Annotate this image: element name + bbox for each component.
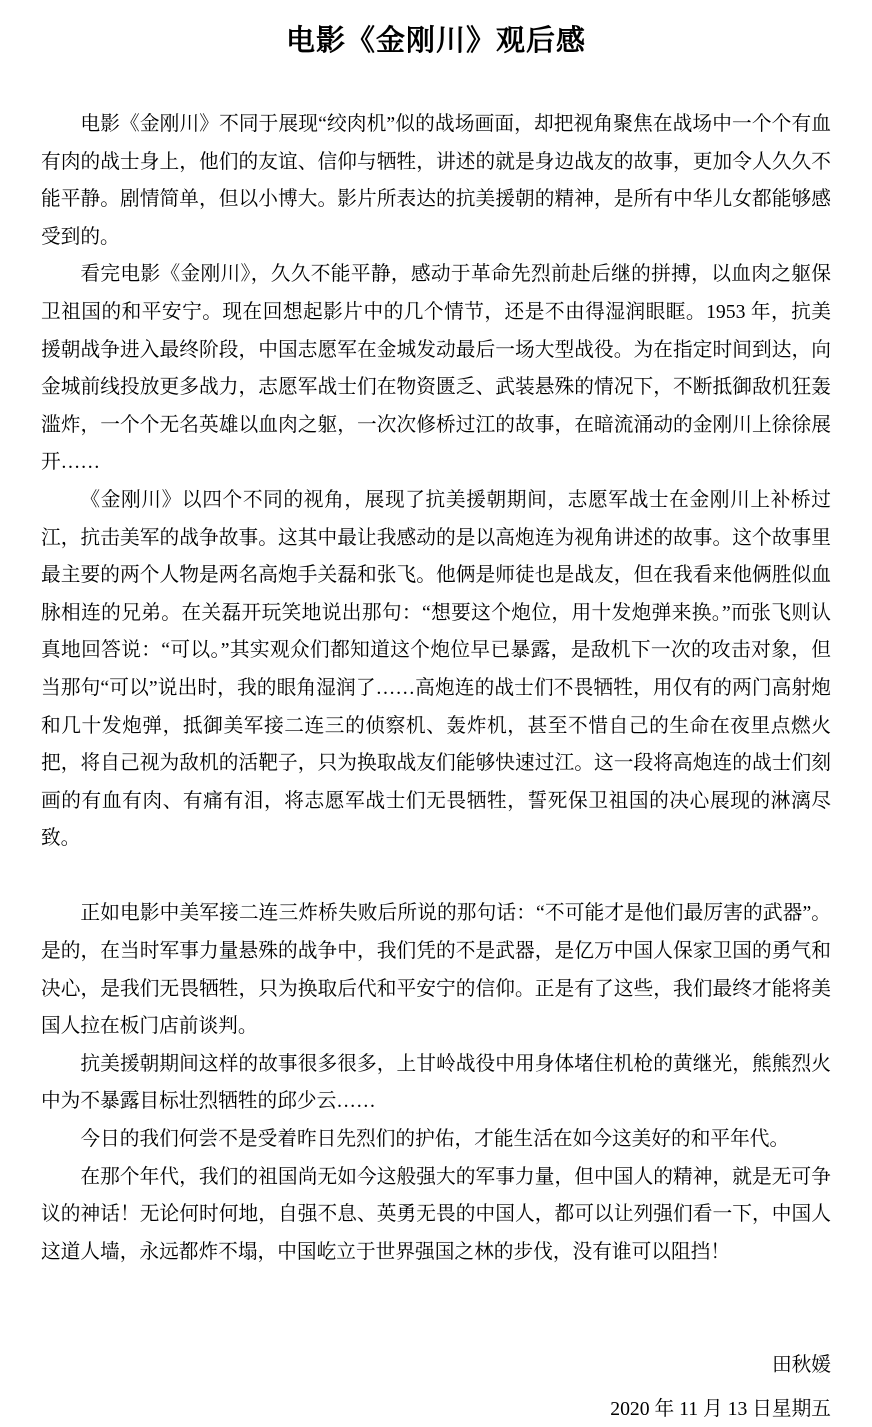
paragraph-today-peace: 今日的我们何尝不是受着昨日先烈们的护佑，才能生活在如今这美好的和平年代。 [80,1128,790,1151]
paragraph-weapon-quote: 正如电影中美军接二连三炸桥失败后所说的那句话：“不可能才是他们最厉害的武器”。是的，在当时军事力量悬殊的战争中，我们凭的不是武器，是亿万中国人保家卫国的勇气和决心，是我们无畏牺牲，只为换取后代和平安宁的信仰。正是有了这些，我们最终才能将美国人拉在板门店前谈判。 [41,902,831,1038]
signature-date: 2020 年 11 月 13 日星期五 [610,1398,831,1421]
paragraph-intro: 电影《金刚川》不同于展现“绞肉机”似的战场画面，却把视角聚焦在战场中一个个有血有肉的战士身上，他们的友谊、信仰与牺牲，讲述的就是身边战友的故事，更加令人久久不能平静。剧情简单，但以小博大。影片所表达的抗美援朝的精神，是所有中华儿女都能够感受到的。 [41,113,831,248]
document-body [41,106,831,1271]
document-title: 电影《金刚川》观后感 [285,25,586,57]
signature-name: 田秋媛 [771,1354,831,1377]
paragraph-battle-background: 看完电影《金刚川》，久久不能平静，感动于革命先烈前赴后继的拼搏，以血肉之躯保卫祖国的和平安宁。现在回想起影片中的几个情节，还是不由得湿润眼眶。1953 年，抗美援朝战争进入最终阶段，中国志愿军在金城发动最后一场大型战役。为在指定时间到达，向金城前线投放更多战力，志愿军战士们在物资匮乏、武装悬殊的情况下，不断抵御敌机狂轰滥炸，一个个无名英雄以血肉之躯，一次次修桥过江的故事，在暗流涌动的金刚川上徐徐展开…… [41,263,831,474]
signature-block [41,1343,831,1427]
paragraph-gaopaolian-story: 《金刚川》以四个不同的视角，展现了抗美援朝期间，志愿军战士在金刚川上补桥过江，抗击美军的战争故事。这其中最让我感动的是以高炮连为视角讲述的故事。这个故事里最主要的两个人物是两名高炮手关磊和张飞。他俩是师徒也是战友，但在我看来他俩胜似血脉相连的兄弟。在关磊开玩笑地说出那句：“想要这个炮位，用十发炮弹来换。”而张飞则认真地回答说：“可以。”其实观众们都知道这个炮位早已暴露，是敌机下一次的攻击对象，但当那句“可以”说出时，我的眼角湿润了……高炮连的战士们不畏牺牲，用仅有的两门高射炮和几十发炮弹，抵御美军接二连三的侦察机、轰炸机，甚至不惜自己的生命在夜里点燃火把，将自己视为敌机的活靶子，只为换取战友们能够快速过江。这一段将高炮连的战士们刻画的有血有肉、有痛有泪，将志愿军战士们无畏牺牲，誓死保卫祖国的决心展现的淋漓尽致。 [41,488,831,850]
paragraph-other-heroes: 抗美援朝期间这样的故事很多很多，上甘岭战役中用身体堵住机枪的黄继光，熊熊烈火中为不暴露目标壮烈牺牲的邱少云…… [41,1052,831,1113]
paragraph-conclusion: 在那个年代，我们的祖国尚无如今这般强大的军事力量，但中国人的精神，就是无可争议的神话！无论何时何地，自强不息、英勇无畏的中国人，都可以让列强们看一下，中国人这道人墙，永远都炸不塌，中国屹立于世界强国之林的步伐，没有谁可以阻挡！ [41,1165,831,1263]
